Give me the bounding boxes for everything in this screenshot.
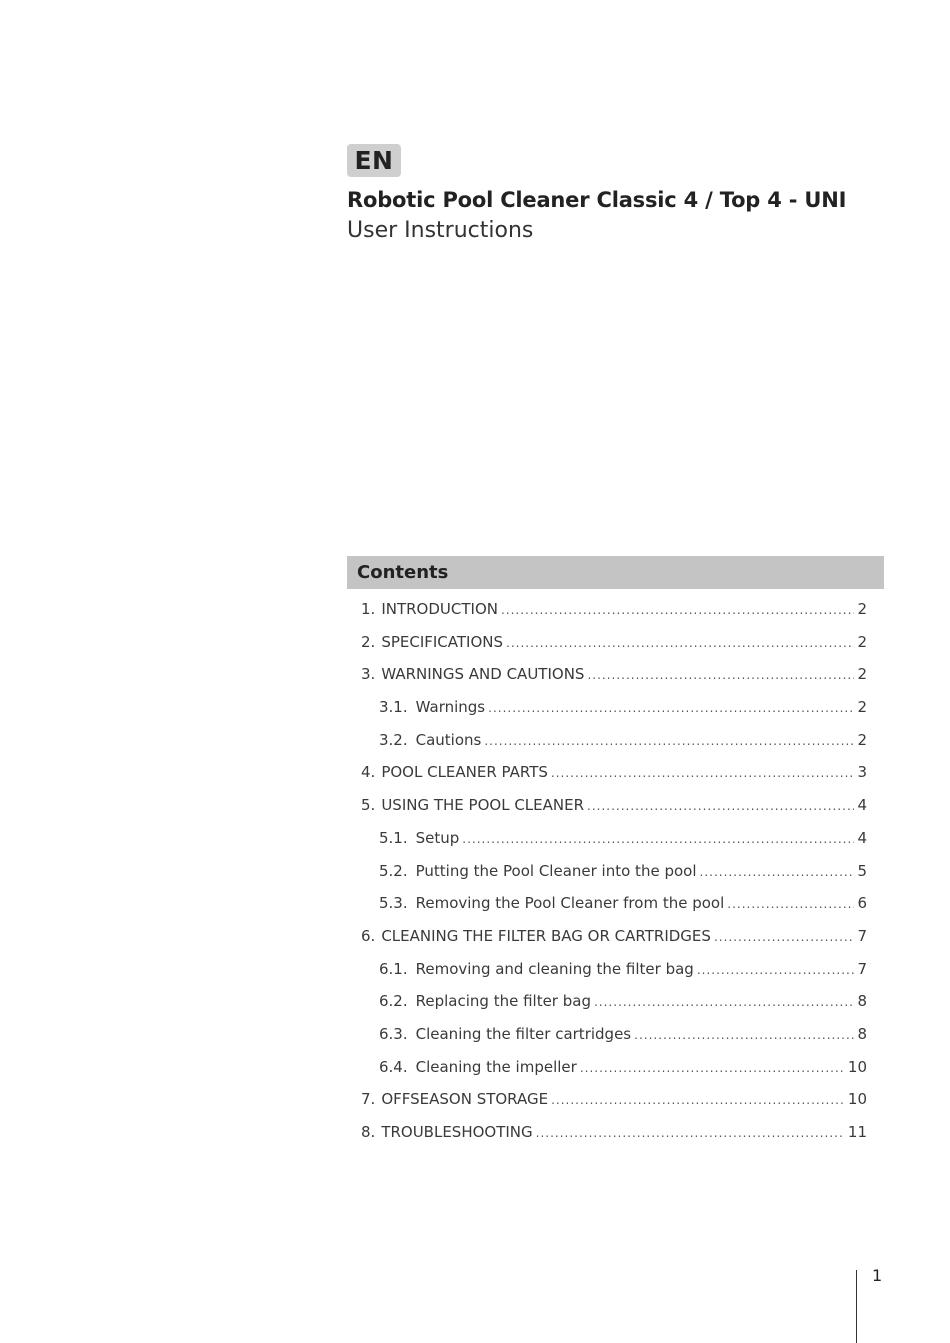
toc-entry[interactable] <box>361 665 867 698</box>
toc-entry-number: 5.2. <box>379 861 408 880</box>
toc-entry[interactable] <box>361 698 867 731</box>
toc-entry-page: 10 <box>847 1057 867 1076</box>
toc-entry-label: Cautions <box>415 730 482 749</box>
toc-entry-page: 4 <box>857 828 867 847</box>
toc-leader-dots <box>488 701 854 715</box>
toc-entry-number: 6.2. <box>379 992 408 1011</box>
toc-entry-page: 2 <box>857 698 867 717</box>
toc-leader-dots <box>506 636 854 650</box>
toc-leader-dots <box>536 1126 845 1140</box>
toc-entry-page: 11 <box>847 1123 867 1141</box>
toc-entry-label: INTRODUCTION <box>381 600 498 618</box>
toc-entry-label: USING THE POOL CLEANER <box>381 796 585 815</box>
toc-entry[interactable] <box>361 731 867 764</box>
toc-entry-label: Cleaning the impeller <box>415 1057 577 1076</box>
toc-entry-page: 7 <box>857 959 867 978</box>
toc-entry-label: TROUBLESHOOTING <box>381 1123 533 1141</box>
toc-entry-label: Cleaning the filter cartridges <box>415 1024 632 1043</box>
toc-leader-dots <box>634 1028 854 1042</box>
toc-entry[interactable] <box>361 633 867 666</box>
page-number-rule <box>856 1270 857 1343</box>
toc-entry-label: Warnings <box>415 698 486 717</box>
toc-entry-page: 10 <box>847 1090 867 1109</box>
toc-entry-page: 2 <box>857 730 867 749</box>
toc-entry-label: Removing and cleaning the filter bag <box>415 959 694 978</box>
toc-leader-dots <box>580 1061 845 1075</box>
toc-entry[interactable] <box>361 1025 867 1058</box>
toc-entry-number: 3.2. <box>379 730 408 749</box>
toc-entry-label: CLEANING THE FILTER BAG OR CARTRIDGES <box>381 926 711 945</box>
toc-leader-dots <box>501 603 854 617</box>
toc-entry-page: 3 <box>857 763 867 782</box>
toc-entry-number: 8. <box>361 1123 376 1141</box>
toc-entry[interactable] <box>361 763 867 796</box>
toc-entry-number: 1. <box>361 600 376 618</box>
toc-entry-label: Setup <box>415 828 460 847</box>
toc-entry-page: 8 <box>857 1024 867 1043</box>
toc-entry-label: SPECIFICATIONS <box>381 632 504 651</box>
toc-entry-number: 5.1. <box>379 828 408 847</box>
toc-entry[interactable] <box>361 1123 867 1156</box>
toc-entry-number: 3.1. <box>379 698 408 717</box>
document-title: Robotic Pool Cleaner Classic 4 / Top 4 - UNI <box>347 188 847 212</box>
toc-entry-label: Replacing the filter bag <box>415 992 591 1011</box>
toc-entry-number: 6.1. <box>379 959 408 978</box>
contents-heading: Contents <box>357 562 449 583</box>
toc-leader-dots <box>587 668 854 682</box>
toc-entry[interactable] <box>361 600 867 633</box>
toc-leader-dots <box>594 995 854 1009</box>
toc-entry-number: 6. <box>361 926 376 945</box>
toc-entry[interactable] <box>361 894 867 927</box>
language-badge: EN <box>347 144 401 177</box>
toc-entry-label: Putting the Pool Cleaner into the pool <box>415 861 697 880</box>
toc-entry-page: 5 <box>857 861 867 880</box>
toc-entry-page: 2 <box>857 600 867 618</box>
toc-entry-page: 7 <box>857 926 867 945</box>
toc-entry[interactable] <box>361 927 867 960</box>
toc-entry-page: 2 <box>857 665 867 684</box>
toc-entry-page: 6 <box>857 894 867 913</box>
toc-entry-label: WARNINGS AND CAUTIONS <box>381 665 585 684</box>
page-number: 1 <box>872 1266 883 1285</box>
toc-leader-dots <box>714 930 854 944</box>
toc-leader-dots <box>551 1093 845 1107</box>
toc-entry-number: 7. <box>361 1090 376 1109</box>
toc-entry-page: 4 <box>857 796 867 815</box>
toc-entry[interactable] <box>361 992 867 1025</box>
document-subtitle: User Instructions <box>347 218 534 243</box>
toc-entry-page: 2 <box>857 632 867 651</box>
toc-entry-number: 2. <box>361 632 376 651</box>
toc-entry[interactable] <box>361 1058 867 1091</box>
toc-entry[interactable] <box>361 1090 867 1123</box>
toc-entry-label: POOL CLEANER PARTS <box>381 763 548 782</box>
toc-entry-number: 5.3. <box>379 894 408 913</box>
toc-leader-dots <box>697 963 854 977</box>
toc-leader-dots <box>484 734 854 748</box>
toc-leader-dots <box>551 766 854 780</box>
toc-entry-label: OFFSEASON STORAGE <box>381 1090 549 1109</box>
toc-entry-number: 3. <box>361 665 376 684</box>
toc-entry-number: 6.4. <box>379 1057 408 1076</box>
table-of-contents <box>361 600 867 1156</box>
toc-leader-dots <box>727 897 854 911</box>
toc-entry[interactable] <box>361 829 867 862</box>
toc-entry-number: 6.3. <box>379 1024 408 1043</box>
toc-entry[interactable] <box>361 960 867 993</box>
toc-leader-dots <box>700 865 855 879</box>
toc-leader-dots <box>462 832 854 846</box>
toc-leader-dots <box>587 799 854 813</box>
toc-entry-number: 5. <box>361 796 376 815</box>
toc-entry-label: Removing the Pool Cleaner from the pool <box>415 894 725 913</box>
toc-entry[interactable] <box>361 862 867 895</box>
toc-entry-page: 8 <box>857 992 867 1011</box>
toc-entry[interactable] <box>361 796 867 829</box>
contents-header-bar <box>347 556 884 589</box>
toc-entry-number: 4. <box>361 763 376 782</box>
